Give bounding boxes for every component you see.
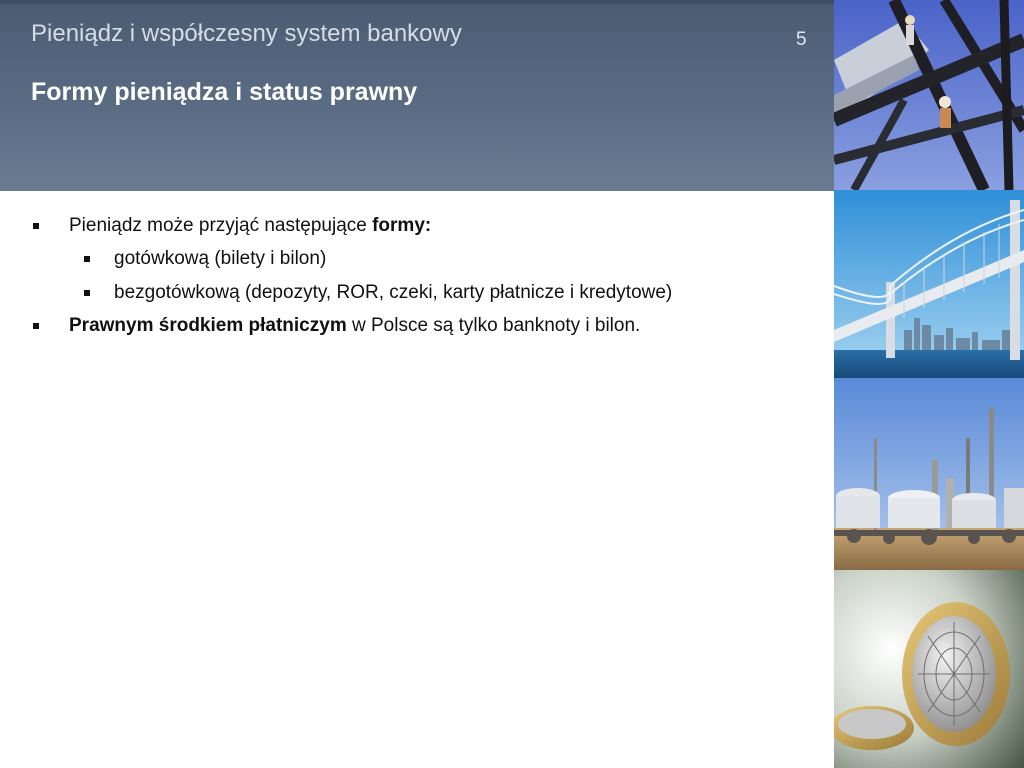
bullet-marker <box>33 223 39 229</box>
photo-column <box>834 0 1024 768</box>
bullet-text: w Polsce są tylko banknoty i bilon. <box>346 315 641 336</box>
bullet-bold-text: formy: <box>372 215 432 236</box>
slide-title: Formy pieniądza i status prawny <box>31 78 418 106</box>
bullet-marker <box>33 323 39 329</box>
bullet-item-legal-tender <box>69 315 640 337</box>
construction-workers-photo <box>834 0 1024 190</box>
coins-photo <box>834 570 1024 768</box>
sub-bullet-cash: gotówkową (bilety i bilon) <box>114 248 327 269</box>
presentation-title: Pieniądz i współczesny system bankowy <box>31 20 462 47</box>
suspension-bridge-photo <box>834 190 1024 378</box>
slide-number: 5 <box>796 29 807 50</box>
bullet-bold-text: Prawnym środkiem płatniczym <box>69 315 347 336</box>
sub-bullet-marker <box>84 290 90 296</box>
bullet-item-forms <box>69 215 431 237</box>
sub-bullet-noncash: bezgotówkową (depozyty, ROR, czeki, karty płatnicze i kredytowe) <box>114 282 673 303</box>
sub-bullet-marker <box>84 256 90 262</box>
bullet-text: Pieniądz może przyjąć następujące <box>69 215 373 236</box>
industrial-refinery-photo <box>834 378 1024 570</box>
